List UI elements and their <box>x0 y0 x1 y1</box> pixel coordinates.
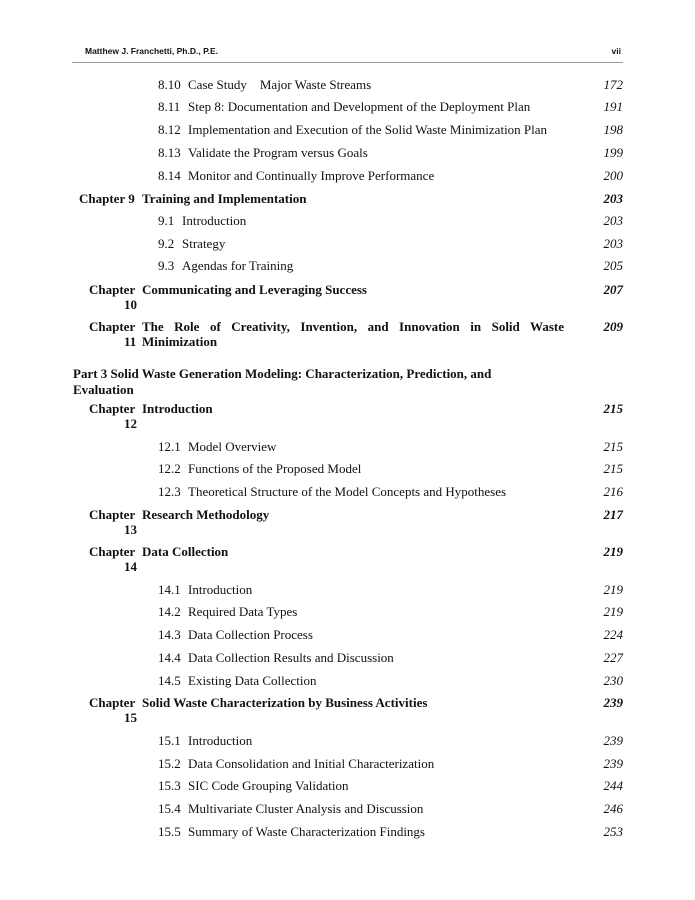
entry-title: Agendas for Training <box>182 258 294 273</box>
entry-page: 205 <box>603 258 623 273</box>
chapter-title: Research Methodology <box>142 507 270 522</box>
header-author: Matthew J. Franchetti, Ph.D., P.E. <box>85 46 219 56</box>
entry-number: 8.12 <box>158 122 181 137</box>
chapter-label: Chapter 9 <box>79 191 135 206</box>
entry-title: Introduction <box>182 213 247 228</box>
entry-title: SIC Code Grouping Validation <box>188 778 349 793</box>
chapter-number: 10 <box>124 297 137 312</box>
entry-number: 12.1 <box>158 439 181 454</box>
entry-page: 200 <box>603 168 623 183</box>
entry-number: 14.5 <box>158 673 181 688</box>
entry-title: Step 8: Documentation and Development of the Deployment Plan <box>188 99 531 114</box>
chapter-page: 203 <box>603 191 623 206</box>
entry-title: Introduction <box>188 733 253 748</box>
entry-title: Summary of Waste Characterization Findings <box>188 824 425 839</box>
entry-number: 15.5 <box>158 824 181 839</box>
entry-number: 14.2 <box>158 604 181 619</box>
entry-number: 15.3 <box>158 778 181 793</box>
part-title: Part 3 Solid Waste Generation Modeling: Characterization, Prediction, and <box>73 366 492 381</box>
entry-page: 239 <box>603 756 623 771</box>
entry-title: Implementation and Execution of the Solid Waste Minimization Plan <box>188 122 548 137</box>
chapter-title: Data Collection <box>142 544 229 559</box>
entry-page: 239 <box>603 733 623 748</box>
entry-number: 15.1 <box>158 733 181 748</box>
running-header <box>72 44 623 63</box>
entry-title: Monitor and Continually Improve Performance <box>188 168 435 183</box>
entry-title: Data Collection Results and Discussion <box>188 650 394 665</box>
entry-title: Validate the Program versus Goals <box>188 145 368 160</box>
chapter-title-continued: Minimization <box>142 334 218 349</box>
entry-title: Theoretical Structure of the Model Concepts and Hypotheses <box>188 484 507 499</box>
entry-number: 14.3 <box>158 627 181 642</box>
chapter-title: Communicating and Leveraging Success <box>142 282 367 297</box>
entry-page: 227 <box>603 650 623 665</box>
entry-page: 230 <box>603 673 623 688</box>
header-page-number: vii <box>611 46 621 56</box>
chapter-title: The Role of Creativity, Invention, and Innovation in Solid Waste <box>142 319 564 334</box>
entry-number: 8.13 <box>158 145 181 160</box>
part-heading[interactable] <box>73 366 533 398</box>
entry-title: Model Overview <box>188 439 277 454</box>
entry-title: Data Collection Process <box>188 627 313 642</box>
chapter-title: Solid Waste Characterization by Business Activities <box>142 695 428 710</box>
entry-number: 12.2 <box>158 461 181 476</box>
entry-title: Data Consolidation and Initial Characterization <box>188 756 435 771</box>
chapter-label: Chapter <box>89 544 136 559</box>
entry-number: 14.4 <box>158 650 181 665</box>
entry-number: 8.14 <box>158 168 181 183</box>
entry-number: 8.11 <box>158 99 181 114</box>
chapter-number: 14 <box>124 559 137 574</box>
entry-number: 15.4 <box>158 801 181 816</box>
entry-page: 199 <box>603 145 623 160</box>
entry-page: 203 <box>603 213 623 228</box>
entry-page: 198 <box>603 122 623 137</box>
entry-title: Existing Data Collection <box>188 673 317 688</box>
chapter-page: 239 <box>603 695 623 710</box>
entry-title: Required Data Types <box>188 604 298 619</box>
entry-page: 191 <box>603 99 623 114</box>
part-title-continued: Evaluation <box>73 382 134 397</box>
chapter-page: 209 <box>603 319 623 334</box>
entry-page: 219 <box>603 582 623 597</box>
chapter-number: 11 <box>124 334 137 349</box>
chapter-label: Chapter <box>89 695 136 710</box>
entry-title: Functions of the Proposed Model <box>188 461 362 476</box>
entry-number: 9.2 <box>158 236 175 251</box>
chapter-title: Training and Implementation <box>142 191 307 206</box>
chapter-label: Chapter <box>89 507 136 522</box>
entry-number: 14.1 <box>158 582 181 597</box>
entry-page: 216 <box>603 484 623 499</box>
chapter-label: Chapter <box>89 282 136 297</box>
entry-number: 9.3 <box>158 258 175 273</box>
chapter-number: 13 <box>124 522 137 537</box>
entry-page: 253 <box>603 824 623 839</box>
entry-page: 215 <box>603 439 623 454</box>
chapter-label: Chapter <box>89 319 136 334</box>
chapter-page: 217 <box>603 507 623 522</box>
entry-title: Strategy <box>182 236 226 251</box>
entry-page: 224 <box>603 627 623 642</box>
entry-number: 9.1 <box>158 213 175 228</box>
chapter-label: Chapter <box>89 401 136 416</box>
chapter-page: 215 <box>603 401 623 416</box>
entry-number: 15.2 <box>158 756 181 771</box>
entry-number: 8.10 <box>158 77 181 92</box>
entry-page: 172 <box>603 77 623 92</box>
entry-title: Multivariate Cluster Analysis and Discussion <box>188 801 424 816</box>
entry-title: Introduction <box>188 582 253 597</box>
entry-page: 246 <box>603 801 623 816</box>
entry-page: 215 <box>603 461 623 476</box>
entry-page: 244 <box>603 778 623 793</box>
chapter-page: 219 <box>603 544 623 559</box>
entry-title: Case Study Major Waste Streams <box>188 77 372 92</box>
chapter-page: 207 <box>603 282 623 297</box>
entry-page: 203 <box>603 236 623 251</box>
entry-page: 219 <box>603 604 623 619</box>
chapter-title: Introduction <box>142 401 213 416</box>
chapter-number: 15 <box>124 710 137 725</box>
entry-number: 12.3 <box>158 484 181 499</box>
chapter-number: 12 <box>124 416 137 431</box>
